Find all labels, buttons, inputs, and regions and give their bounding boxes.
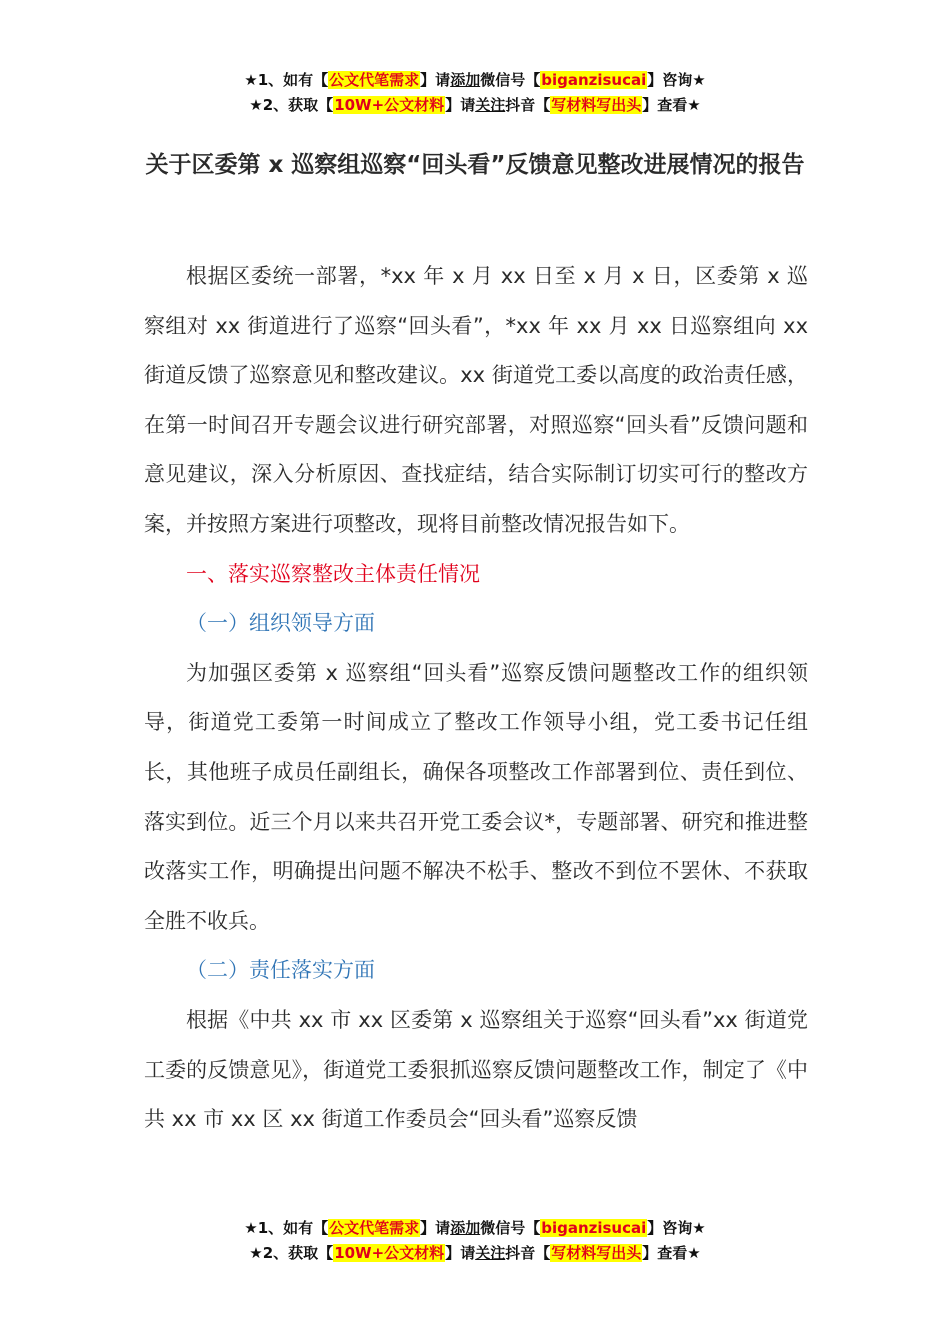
banner-text: 】请 (445, 1244, 476, 1262)
banner-text: 】请 (445, 96, 476, 114)
banner-line-1 (0, 68, 950, 93)
banner-underline: 添加 (450, 1219, 481, 1237)
banner-text: 微信号【 (480, 71, 541, 89)
banner-text: ★2、获取【 (249, 96, 334, 114)
banner-line-2 (0, 1241, 950, 1266)
banner-line-2 (0, 93, 950, 118)
banner-highlight: 10W+公文材料 (334, 96, 445, 114)
intro-paragraph: 根据区委统一部署，*xx 年 x 月 xx 日至 x 月 x 日，区委第 x 巡察组对 xx 街道进行了巡察“回头看”，*xx 年 xx 月 xx 日巡察组向 xx 街道反馈了巡察意见和整改建议。xx 街道党工委以高度的政治责任感，在第一时间召开专题会议进行研究部署，对照巡察“回头看”反馈问题和意见建议，深入分析原因、查找症结，结合实际制订切实可行的整改方案，并按照方案进行项整改，现将目前整改情况报告如下。 (144, 264, 808, 536)
banner-underline: 添加 (450, 71, 481, 89)
document-body (144, 252, 808, 1145)
header-banner (0, 68, 950, 118)
banner-highlight: 10W+公文材料 (334, 1244, 445, 1262)
banner-text: 微信号【 (480, 1219, 541, 1237)
body-paragraph: 根据《中共 xx 市 xx 区委第 x 巡察组关于巡察“回头看”xx 街道党工委的反馈意见》，街道党工委狠抓巡察反馈问题整改工作，制定了《中共 xx 市 xx 区 xx 街道工作委员会“回头看”巡察反馈 (144, 1007, 808, 1132)
banner-highlight: 写材料写出头 (551, 96, 642, 114)
banner-underline: 关注 (475, 1244, 506, 1262)
banner-text: 】请 (420, 71, 451, 89)
banner-text: ★1、如有【 (244, 71, 329, 89)
banner-text: 】咨询★ (647, 71, 706, 89)
banner-text: 】查看★ (642, 96, 701, 114)
banner-highlight: 公文代笔需求 (329, 1219, 420, 1237)
banner-text: 】查看★ (642, 1244, 701, 1262)
banner-highlight: 写材料写出头 (551, 1244, 642, 1262)
banner-text: ★1、如有【 (244, 1219, 329, 1237)
banner-highlight: biganzisucai (541, 1219, 647, 1237)
banner-text: 】请 (420, 1219, 451, 1237)
banner-highlight: 公文代笔需求 (329, 71, 420, 89)
banner-text: ★2、获取【 (249, 1244, 334, 1262)
banner-underline: 关注 (475, 96, 506, 114)
banner-text: 抖音【 (505, 1244, 551, 1262)
section-heading: 一、落实巡察整改主体责任情况 (186, 561, 480, 586)
banner-line-1 (0, 1216, 950, 1241)
document-title: 关于区委第 x 巡察组巡察“回头看”反馈意见整改进展情况的报告 (145, 152, 805, 178)
banner-text: 抖音【 (505, 96, 551, 114)
subsection-heading: （二）责任落实方面 (186, 958, 375, 983)
banner-highlight: biganzisucai (541, 71, 647, 89)
subsection-heading: （一）组织领导方面 (186, 611, 375, 636)
body-paragraph: 为加强区委第 x 巡察组“回头看”巡察反馈问题整改工作的组织领导，街道党工委第一时间成立了整改工作领导小组，党工委书记任组长，其他班子成员任副组长，确保各项整改工作部署到位、责任到位、落实到位。近三个月以来共召开党工委会议*，专题部署、研究和推进整改落实工作，明确提出问题不解决不松手、整改不到位不罢休、不获取全胜不收兵。 (144, 660, 808, 933)
footer-banner (0, 1216, 950, 1266)
banner-text: 】咨询★ (647, 1219, 706, 1237)
